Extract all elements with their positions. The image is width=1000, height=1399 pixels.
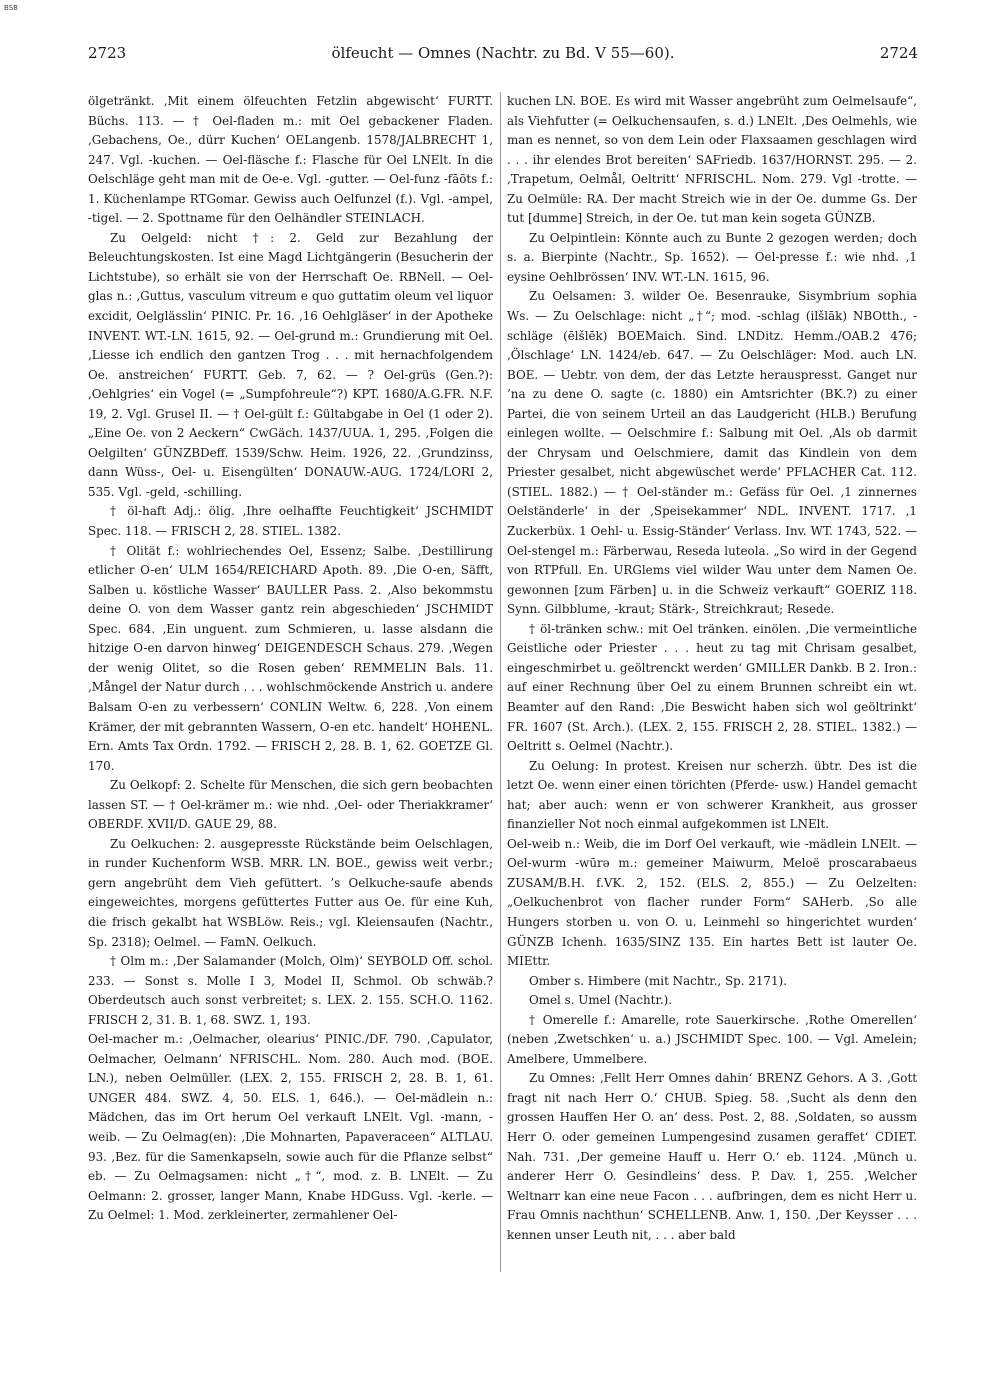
header-title: ölfeucht — Omnes (Nachtr. zu Bd. V 55—60). <box>331 44 675 62</box>
entry-paragraph: † öl-haft Adj.: ölig. ‚Ihre oelhaffte Feuchtigkeit‘ JSCHMIDT Spec. 118. — FRISCH 2, 28. STIEL. 1382. <box>88 504 493 539</box>
left-column <box>88 92 493 1226</box>
entry-paragraph: Zu Oelgeld: nicht †: 2. Geld zur Bezahlung der Beleuchtungskosten. Ist eine Magd Lichtgängerin (Besucherin der Lichtstube), so erhält sie von der Herrschaft Oe. RBNell. — Oel-glas n.: ‚Guttus, vasculum vitreum e quo guttatim oleum vel liquor excidit, Oelglässlin‘ PINIC. Pr. 16. ‚16 Oehlgläser‘ in der Apotheke INVENT. WT.-LN. 1615, 92. — Oel-grund m.: Grundierung mit Oel. ‚Liesse ich endlich den gantzen Trog . . . mit hernachfolgendem Oe. anstreichen‘ FURTT. Geb. 7, 62. — ? Oel-grüs (Gen.?): ‚Oehlgries‘ ein Vogel (= „Sumpfohreule“?) KPT. 1680/A.G.FR. N.F. 19, 2. Vgl. Grusel II. — † Oel-gült f.: Gültabgabe in Oel (1 oder 2). „Eine Oe. von 2 Aeckern“ CwGäch. 1437/UUA. 1, 295. ‚Folgen die Oelgilten‘ GÜNZBDeff. 1539/Schw. Heim. 1926, 22. ‚Grundzinss, dann Wüss-, Oel- u. Eisengülten‘ DONAUW.-AUG. 1724/LORI 2, 535. Vgl. -geld, -schilling. <box>88 230 493 499</box>
right-column <box>507 92 917 1245</box>
entry-paragraph: Zu Omnes: ‚Fellt Herr Omnes dahin‘ BRENZ Gehors. A 3. ‚Gott fragt nit nach Herr O.‘ CHUB. Spieg. 58. ‚Sucht als denn den grossen Hauffen Her O. an‘ dess. Post. 2, 88. ‚Soldaten, so aussm Herr O. oder gemeinen Lumpengesind zusamen geraffet‘ CDIET. Nah. 731. ‚Der gemeine Hauff u. Herr O.‘ eb. 1124. ‚Münch u. anderer Herr O. Gesindleins‘ dess. P. Dav. 1, 255. ‚Welcher Weltnarr kan eine neue Facon . . . aufbringen, dem es nicht Herr u. Frau Omnis nachthun‘ SCHELLENB. Anw. 1, 150. ‚Der Keysser . . . kennen unser Leuth nit, . . . aber bald <box>507 1071 917 1242</box>
entry-paragraph: Zu Oelung: In protest. Kreisen nur scherzh. übtr. Des ist die letzt Oe. wenn einer einen törichten (Pferde- usw.) Handel gemacht hat; aber auch: wenn er von schwerer Krankheit, aus grosser finanzieller Not noch einmal aufgekommen ist LNElt. <box>507 758 917 832</box>
entry-paragraph: kuchen LN. BOE. Es wird mit Wasser angebrüht zum Oelmelsaufe“, als Viehfutter (= Oelkuchensaufen, s. d.) LNElt. ‚Des Oelmehls, wie man es nennet, so von dem Lein oder Flaxsaamen geschlagen wird . . . ihr elendes Brot bereiten‘ SAFriedb. 1637/HORNST. 295. — 2. ‚Trapetum, Oelmål, Oeltritt‘ NFRISCHL. Nom. 279. Vgl -trotte. — Zu Oelmüle: RA. Der macht Streich wie in der Oe. dumme Gs. Der tut [dumme] Streich, in der Oe. tut man kein sogeta GÜNZB. <box>507 94 917 226</box>
entry-paragraph: Oel-weib n.: Weib, die im Dorf Oel verkauft, wie -mädlein LNElt. — Oel-wurm -wūrə m.: gemeiner Maiwurm, Meloë proscarabaeus ZUSAM/B.H. f.VK. 2, 152. (ELS. 2, 855.) — Zu Oelzelten: „Oelkuchenbrot von flacher runder Form“ SAHerb. ‚So alle Hungers storben u. von O. u. Leinmehl so hingerichtet wurden‘ GÜNZB Ichenh. 1635/SINZ 135. Ein hartes Bett ist lauter Oe. MIEttr. <box>507 836 917 969</box>
library-corner-mark: BSB <box>4 4 18 12</box>
entry-paragraph: Zu Oelkuchen: 2. ausgepresste Rückstände beim Oelschlagen, in runder Kuchenform WSB. MRR. LN. BOE., gewiss weit verbr.; gern angebrüht dem Vieh gefüttert. ’s Oelkuche-saufe abends eingeweichtes, morgens gefüttertes Futter aus Oe. für eine Kuh, die frisch gekalbt hat WSBLöw. Reis.; vgl. Kleiensaufen (Nachtr., Sp. 2318); Oelmel. — FamN. Oelkuch. <box>88 836 493 949</box>
entry-paragraph: Omel s. Umel (Nachtr.). <box>529 993 673 1008</box>
entry-paragraph: † Olm m.: ‚Der Salamander (Molch, Olm)‘ SEYBOLD Off. schol. 233. — Sonst s. Molle I 3, Model II, Schmol. Ob schwäb.? Oberdeutsch auch sonst verbreitet; s. LEX. 2. 155. SCH.O. 1162. FRISCH 2, 31. B. 1, 68. SWZ. 1, 193. <box>88 954 493 1027</box>
left-page-number: 2723 <box>88 44 127 62</box>
running-header <box>88 42 918 68</box>
entry-paragraph: † Olität f.: wohlriechendes Oel, Essenz; Salbe. ‚Destillirung etlicher O-en‘ ULM 1654/REICHARD Apoth. 89. ‚Die O-en, Säfft, Salben u. köstliche Wasser‘ BAULLER Pass. 2. ‚Also bekommstu deine O. von dem Wasser gantz rein abgeschieden‘ JSCHMIDT Spec. 684. ‚Ein unguent. zum Schmieren, u. lasse alsdann die hitzige O-en darvon hinweg‘ DEIGENDESCH Schaus. 279. ‚Wegen der wenig Olitet, so die Rosen geben‘ REMMELIN Bals. 11. ‚Mångel der Natur durch . . . wohlschmöckende Anstrich u. andere Balsam O-en zu verbessern‘ CONLIN Weltw. 6, 228. ‚Von einem Krämer, der mit gebrannten Wassern, O-en etc. handelt‘ HOHENL. Ern. Amts Tax Ordn. 1792. — FRISCH 2, 28. B. 1, 62. GOETZE Gl. 170. <box>88 543 493 773</box>
column-divider <box>500 92 501 1272</box>
entry-paragraph: Zu Oelpintlein: Könnte auch zu Bunte 2 gezogen werden; doch s. a. Bierpinte (Nachtr., Sp. 1652). — Oel-presse f.: wie nhd. ‚1 eysine Oehlbrössen‘ INV. WT.-LN. 1615, 96. <box>507 230 917 284</box>
entry-paragraph: † öl-tränken schw.: mit Oel tränken. einölen. ‚Die vermeintliche Geistliche oder Priester . . . heut zu tag mit Chrisam gesalbet, eingeschmirbet u. geöltrenckt werden‘ GMILLER Dankb. B 2. Iron.: auf einer Rechnung über Oel zu einem Brunnen schreibt ein wt. Beamter auf den Rand: ‚Die Beswicht haben sich wol geöltrinkt‘ FR. 1607 (St. Arch.). (LEX. 2, 155. FRISCH 2, 28. STIEL. 1382.) — Oeltritt s. Oelmel (Nachtr.). <box>507 621 917 754</box>
entry-paragraph: † Omerelle f.: Amarelle, rote Sauerkirsche. ‚Rothe Omerellen‘ (neben ‚Zwetschken‘ u. a.) JSCHMIDT Spec. 100. — Vgl. Amelein; Amelbere, Ummelbere. <box>507 1012 917 1066</box>
entry-paragraph: Zu Oelkopf: 2. Schelte für Menschen, die sich gern beobachten lassen ST. — † Oel-krämer m.: wie nhd. ‚Oel- oder Theriakkramer‘ OBERDF. XVII/D. GAUE 29, 88. <box>88 778 493 832</box>
entry-paragraph: Omber s. Himbere (mit Nachtr., Sp. 2171). <box>529 973 787 988</box>
entry-paragraph: Zu Oelsamen: 3. wilder Oe. Besenrauke, Sisymbrium sophia Ws. — Zu Oelschlage: nicht „†“; mod. -schlag (ilšlāk) NBOtth., -schläge (ēlšlēk) BOEMaich. Sind. LNDitz. Hemm./OAB.2 476; ‚Ölschlage‘ LN. 1424/eb. 647. — Zu Oelschläger: Mod. auch LN. BOE. — Uebtr. von dem, der das Letzte herauspresst. Ganget nur ’na zu dene O. sagte (c. 1880) ein Amtsrichter (BK.?) zu einer Partei, die von seinem Urteil an das Laudgericht (HLB.) Berufung einlegen wollte. — Oelschmire f.: Salbung mit Oel. ‚Als ob darmit der Chrysam und Oelschmiere, damit das Kindlein von dem Priester gesalbet, nicht abgewüschet werde‘ PFLACHER Cat. 112. (STIEL. 1882.) — † Oel-ständer m.: Gefäss für Oel. ‚1 zinnernes Oelständerle‘ in der ‚Speisekammer‘ NDL. INVENT. 1717. ‚1 Zuckerbüx. 1 Oehl- u. Essig-Ständer‘ Verlass. Inv. WT. 1743, 522. — Oel-stengel m.: Färberwau, Reseda luteola. „So wird in der Gegend von RTPfull. En. URGlems viel wilder Wau unter dem Namen Oe. gewonnen [zum Färben] u. in die Schweiz verkauft“ GOERIZ 118. Synn. Gilbblume, -kraut; Stärk-, Streichkraut; Resede. <box>507 289 917 617</box>
right-page-number: 2724 <box>879 44 918 62</box>
entry-paragraph: ölgetränkt. ‚Mit einem ölfeuchten Fetzlin abgewischt‘ FURTT. Büchs. 113. — † Oel-fladen m.: mit Oel gebackener Fladen. ‚Gebachens, Oe., dürr Kuchen‘ OELangenb. 1578/JALBRECHT 1, 247. Vgl. -kuchen. — Oel-fläsche f.: Flasche für Oel LNElt. In die Oelschläge geht man mit de Oe-e. Vgl. -gutter. — Oel-funz -fāōts f.: 1. Küchenlampe RTGomar. Gewiss auch Oelfunzel (f.). Vgl. -ampel, -tigel. — 2. Spottname für den Oelhändler STEINLACH. <box>88 94 493 226</box>
entry-paragraph: Oel-macher m.: ‚Oelmacher, olearius‘ PINIC./DF. 790. ‚Capulator, Oelmacher, Oelmann‘ NFRISCHL. Nom. 280. Auch mod. (BOE. LN.), neben Oelmüller. (LEX. 2, 155. FRISCH 2, 28. B. 1, 61. UNGER 484. SWZ. 4, 50. ELS. 1, 646.). — Oel-mädlein n.: Mädchen, das im Ort herum Oel verkauft LNElt. Vgl. -mann, -weib. — Zu Oelmag(en): ‚Die Mohnarten, Papaveraceen“ ALTLAU. 93. ‚Bez. für die Samenkapseln, sowie auch für die Pflanze selbst“ eb. — Zu Oelmagsamen: nicht „†“, mod. z. B. LNElt. — Zu Oelmann: 2. grosser, langer Mann, Knabe HDGuss. Vgl. -kerle. — Zu Oelmel: 1. Mod. zerkleinerter, zermahlener Oel- <box>88 1032 493 1223</box>
